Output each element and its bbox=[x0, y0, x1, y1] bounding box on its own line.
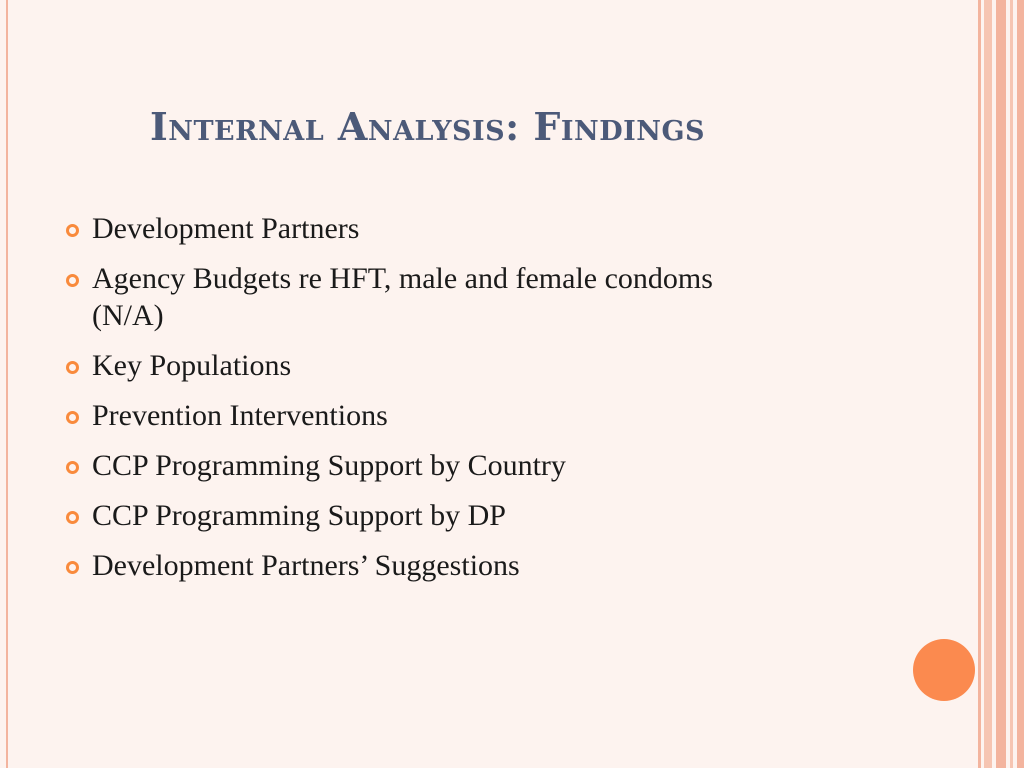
right-decor-stripe bbox=[978, 0, 981, 768]
bullet-text: Prevention Interventions bbox=[92, 399, 388, 432]
bullet-text: Development Partners’ Suggestions bbox=[92, 549, 520, 582]
bullet-text: CCP Programming Support by DP bbox=[92, 499, 506, 532]
right-decor-stripe bbox=[1010, 0, 1013, 768]
bullet-text: Agency Budgets re HFT, male and female condoms (N/A) bbox=[92, 262, 713, 332]
bullet-item bbox=[60, 260, 780, 334]
left-border-line bbox=[6, 0, 8, 768]
bullet-text: Development Partners bbox=[92, 212, 360, 245]
bullet-item bbox=[60, 210, 780, 247]
slide-title: Internal Analysis: Findings bbox=[150, 104, 706, 149]
bullet-item bbox=[60, 447, 780, 484]
bullet-list bbox=[60, 210, 780, 597]
bullet-item bbox=[60, 347, 780, 384]
ring-bullet-icon bbox=[66, 224, 79, 237]
ring-bullet-icon bbox=[66, 411, 79, 424]
bullet-text: Key Populations bbox=[92, 349, 292, 382]
ring-bullet-icon bbox=[66, 511, 79, 524]
ring-bullet-icon bbox=[66, 561, 79, 574]
bullet-text: CCP Programming Support by Country bbox=[92, 449, 566, 482]
right-decor-stripe bbox=[996, 0, 1006, 768]
right-decor-stripe bbox=[1017, 0, 1024, 768]
orange-circle-icon bbox=[913, 639, 975, 701]
bullet-item bbox=[60, 397, 780, 434]
ring-bullet-icon bbox=[66, 461, 79, 474]
ring-bullet-icon bbox=[66, 361, 79, 374]
bullet-item bbox=[60, 497, 780, 534]
bullet-item bbox=[60, 547, 780, 584]
ring-bullet-icon bbox=[66, 274, 79, 287]
right-decor-stripe bbox=[984, 0, 992, 768]
